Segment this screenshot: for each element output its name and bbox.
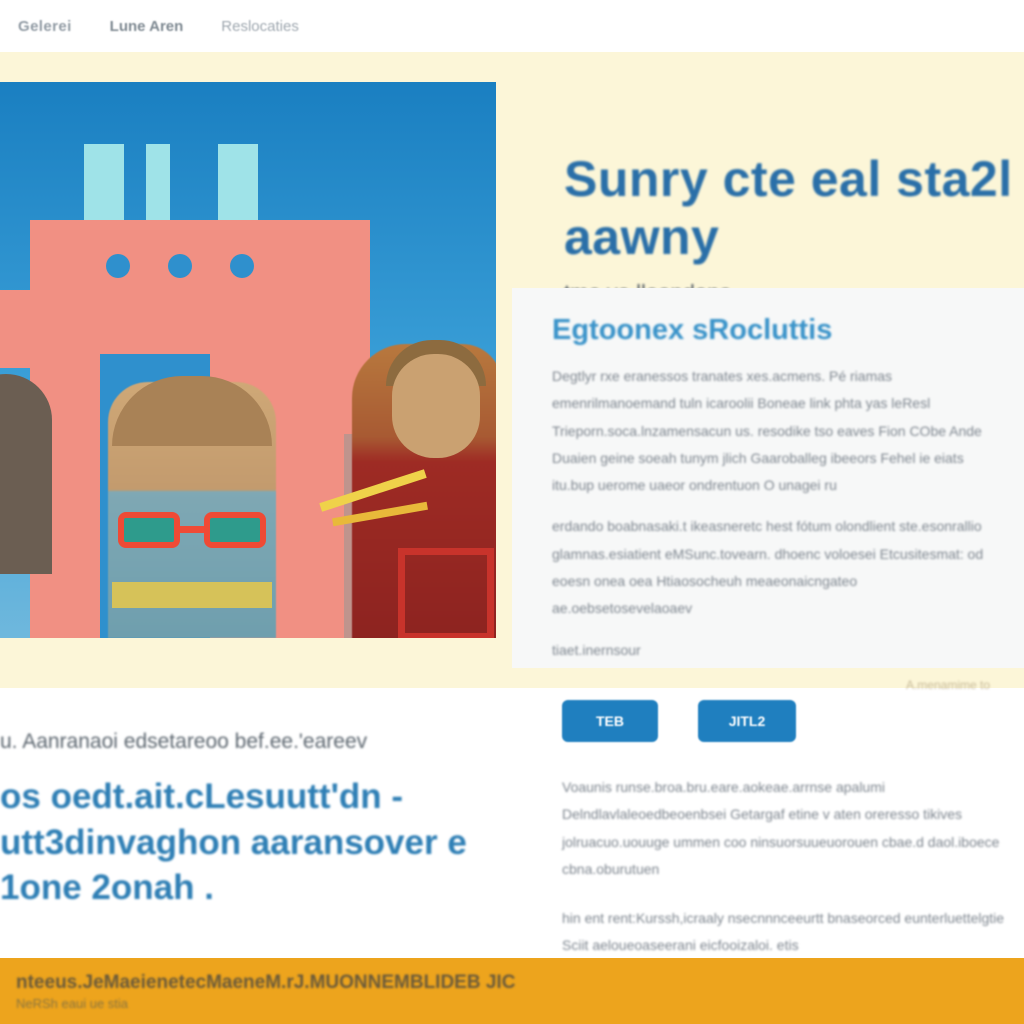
panel-paragraph-3: tiaet.inernsour (552, 641, 641, 658)
sunglasses-icon (118, 512, 266, 548)
adult-face (392, 354, 480, 458)
panel-heading: Egtoonex sRocluttis (552, 314, 833, 346)
lower-left-block (0, 730, 500, 911)
sunglasses-bridge (180, 526, 204, 533)
facade-dot-1 (106, 254, 130, 278)
hero-title: Sunry cte eal sta2l aawny (564, 151, 1013, 265)
footer-subtext: NeRSh eaui ue stia (16, 995, 129, 1011)
decorative-block-right (218, 144, 258, 222)
lower-headline: os oedt.ait.cLesuutt'dn -utt3dinvaghon aaransover e 1one 2onah . (0, 777, 467, 907)
decorative-block-center (146, 144, 170, 222)
action-button-row (562, 700, 796, 742)
facade-side-block (0, 290, 30, 368)
lower-paragraph-2: hin ent rent:Kurssh,icraaly nsecnnnceeurtt bnaseorced eunterluettelgtie Sciit aeloueoaseerani eicfooizaloi. etis (562, 910, 1005, 954)
sunglasses-right-lens (204, 512, 266, 548)
nav-link-1[interactable]: Lune Aren (109, 17, 184, 35)
top-navigation-bar (0, 0, 1024, 52)
facade-dot-2 (168, 254, 192, 278)
footer-headline: nteeus.JeMaeienetecMaeneM.rJ.MUONNEMBLIDEB JIC (16, 971, 516, 993)
arch-shape (0, 374, 52, 574)
sunglasses-left-lens (118, 512, 180, 548)
hero-section (0, 52, 1024, 692)
lower-kicker-text: u. Aanranaoi edsetareoo bef.ee.'eareev (0, 730, 368, 753)
decorative-block-left (84, 144, 124, 222)
hero-text-column (512, 82, 1024, 692)
child-scarf (112, 582, 272, 608)
panel-paragraph-2: erdando boabnasaki.t ikeasneretc hest fótum olondlient ste.esonrallio glamnas.esiatient eMSunc.tovearn. dhoenc voloesei Etcusitesmat: od eoesn onea oea Htiaosocheuh meaeonaicngateo ae.oebsetosevelaoaev (552, 518, 984, 617)
nav-link-2[interactable]: Reslocaties (221, 17, 299, 35)
lower-paragraph-1: Voaunis runse.broa.bru.eare.aokeae.arrnse apalumi Delndlavlaleoedbeoenbsei Getargaf etine v aten oreresso tikives jolruacuo.uouuge ummen coo ninsuorsuueuorouen cbae.d daol.iboece cbna.oburutuen (562, 779, 1000, 877)
content-panel (512, 288, 1024, 692)
site-brand[interactable]: Gelerei (18, 17, 72, 35)
footer-bar (0, 958, 1024, 1024)
panel-paragraph-1: Degtlyr rxe eranessos tranates xes.acmens. Pé riamas emenrilmanoemand tuln icaroolii Boneae link phta yas leResl Trieporn.soca.lnzamensacun us. resodike tso eaves Fion CObe Ande Duaien geine soeah tunym jlich Gaaroballeg ibeeors Fehel ie eiats itu.bup uerome uaeor ondrentuon O unagei ru (552, 368, 982, 494)
secondary-action-button[interactable]: JITL2 (698, 700, 796, 742)
panel-body (552, 363, 990, 664)
red-frame-shape (398, 548, 494, 638)
hero-illustration (0, 82, 496, 638)
primary-action-button[interactable]: TEB (562, 700, 658, 742)
lower-right-text (562, 774, 1024, 982)
panel-note: A.menamime to (905, 677, 990, 692)
facade-dot-3 (230, 254, 254, 278)
